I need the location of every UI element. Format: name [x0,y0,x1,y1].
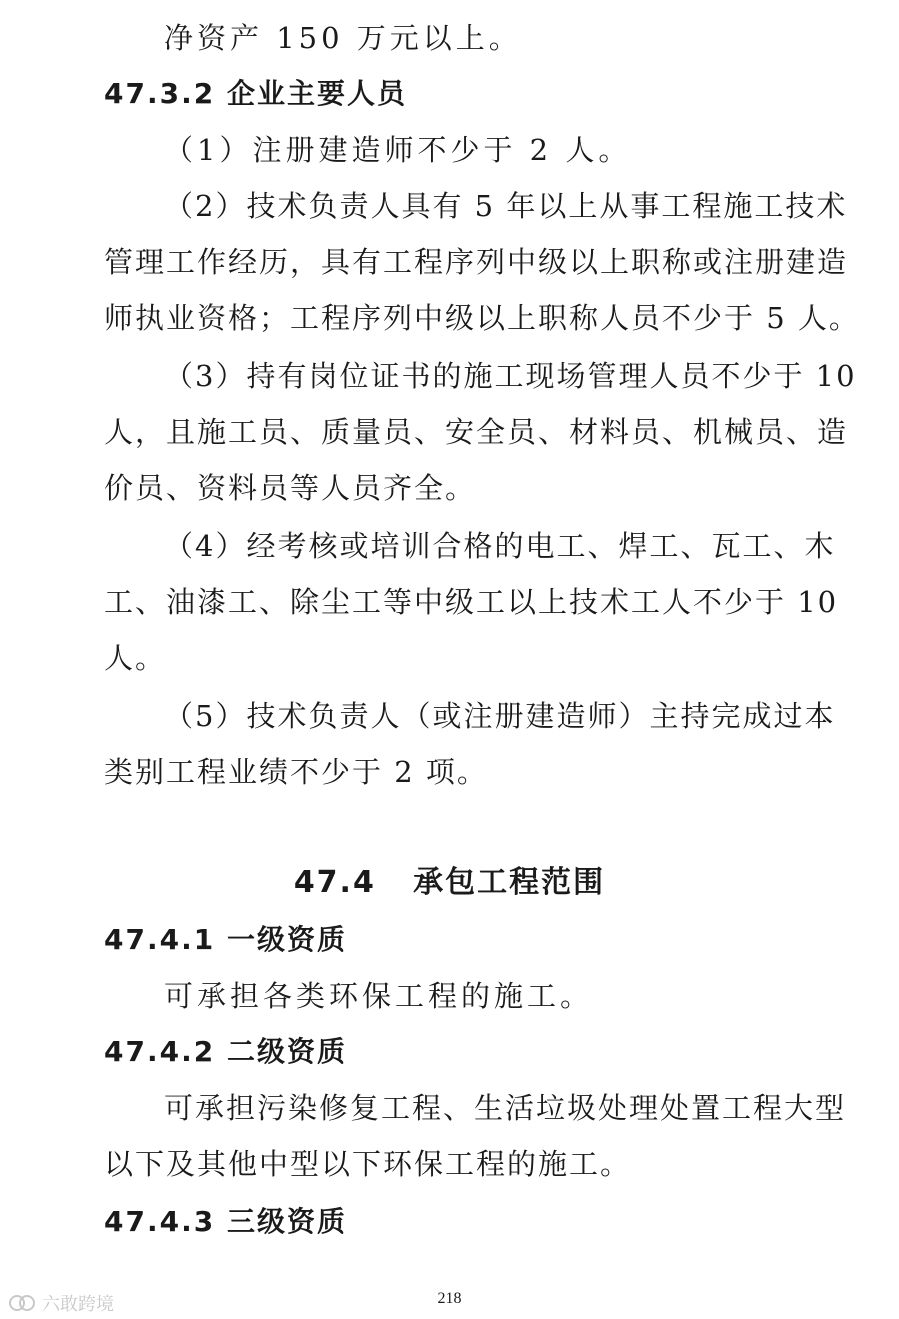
subsection-heading-47-4-2: 47.4.2 二级资质 [104,1035,347,1068]
section-heading-47-4: 47.4 承包工程范围 [293,865,606,900]
paragraph-line-1: 可承担污染修复工程、生活垃圾处理处置工程大型 [164,1091,847,1125]
list-item-5-line-2: 类别工程业绩不少于 2 项。 [104,755,488,789]
list-item-2-line-3: 师执业资格；工程序列中级以上职称人员不少于 5 人。 [104,301,860,335]
subsection-heading-47-3-2: 47.3.2 企业主要人员 [104,77,407,110]
subsection-heading-47-4-1: 47.4.1 一级资质 [104,923,347,956]
watermark-logo-icon [8,1293,36,1313]
list-item-1: （1）注册建造师不少于 2 人。 [164,133,632,167]
list-item-2-line-2: 管理工作经历，具有工程序列中级以上职称或注册建造 [104,245,849,279]
paragraph-line-2: 以下及其他中型以下环保工程的施工。 [104,1147,632,1181]
list-item-3-line-2: 人，且施工员、质量员、安全员、材料员、机械员、造 [104,415,849,449]
list-item-5-line-1: （5）技术负责人（或注册建造师）主持完成过本 [164,699,836,733]
list-item-3-line-3: 价员、资料员等人员齐全。 [104,471,477,505]
list-item-2-line-1: （2）技术负责人具有 5 年以上从事工程施工技术 [164,189,848,223]
page-number: 218 [437,1290,462,1307]
list-item-4-line-3: 人。 [104,641,167,675]
text-line: 净资产 150 万元以上。 [164,21,522,55]
subsection-heading-47-4-3: 47.4.3 三级资质 [104,1205,347,1238]
list-item-3-line-1: （3）持有岗位证书的施工现场管理人员不少于 10 [164,359,857,393]
list-item-4-line-2: 工、油漆工、除尘工等中级工以上技术工人不少于 10 [104,585,839,619]
list-item-4-line-1: （4）经考核或培训合格的电工、焊工、瓦工、木 [164,529,836,563]
text-line: 可承担各类环保工程的施工。 [164,979,594,1013]
watermark [8,1290,114,1316]
watermark-text: 六敢跨境 [42,1294,114,1315]
